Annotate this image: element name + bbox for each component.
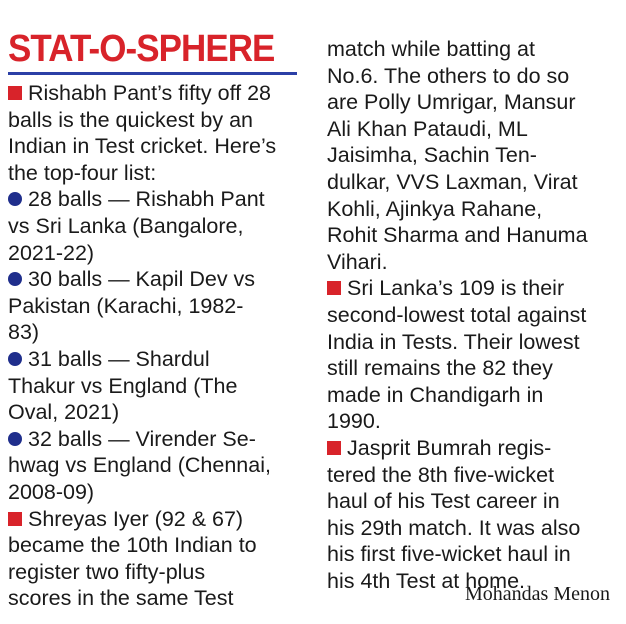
bullet-dot-icon — [8, 272, 22, 286]
text-line — [8, 186, 306, 213]
line-text: scores in the same Test — [8, 586, 234, 611]
line-text: 28 balls — Rishabh Pant — [28, 187, 265, 212]
text-line — [327, 142, 622, 169]
line-text: 31 balls — Shardul — [28, 346, 210, 371]
bullet-dot-icon — [8, 192, 22, 206]
text-line — [8, 452, 306, 479]
text-line — [327, 408, 622, 435]
left-text — [8, 80, 306, 612]
line-text: second-lowest total against — [327, 302, 587, 327]
line-text: Sri Lanka’s 109 is their — [347, 276, 565, 301]
right-column — [327, 0, 622, 594]
line-text: became the 10th Indian to — [8, 533, 257, 558]
right-text — [327, 36, 622, 594]
text-line — [327, 302, 622, 329]
bullet-dot-icon — [8, 432, 22, 446]
line-text: Rohit Sharma and Hanuma — [327, 223, 588, 248]
text-line — [327, 196, 622, 223]
text-line — [8, 479, 306, 506]
line-text: Rishabh Pant’s fifty off 28 — [28, 81, 272, 105]
text-line — [8, 346, 306, 373]
text-line — [8, 293, 306, 320]
text-line — [8, 319, 306, 346]
line-text: 2021-22) — [8, 240, 95, 265]
text-line — [327, 355, 622, 382]
text-line — [327, 36, 622, 63]
text-line — [8, 240, 306, 267]
text-line — [327, 541, 622, 568]
line-text: vs Sri Lanka (Bangalore, — [8, 213, 244, 238]
line-text: his 4th Test at home. — [327, 568, 525, 593]
line-text: the top-four list: — [8, 160, 157, 185]
line-text: 83) — [8, 320, 40, 345]
line-text: Kohli, Ajinkya Rahane, — [327, 196, 543, 221]
text-line — [327, 462, 622, 489]
line-text: Vihari. — [327, 249, 388, 274]
line-text: made in Chandigarh in — [327, 382, 544, 407]
line-text: India in Tests. Their lowest — [327, 329, 580, 354]
bullet-square-icon — [327, 441, 341, 455]
line-text: tered the 8th five-wicket — [327, 462, 555, 487]
line-text: still remains the 82 they — [327, 356, 553, 381]
text-line — [327, 435, 622, 462]
line-text: his first five-wicket haul in — [327, 542, 571, 567]
text-line — [8, 213, 306, 240]
text-line — [327, 249, 622, 276]
line-text: dulkar, VVS Laxman, Virat — [327, 169, 578, 194]
text-line — [8, 160, 306, 187]
line-text: 1990. — [327, 409, 381, 434]
text-line — [8, 266, 306, 293]
text-line — [327, 63, 622, 90]
left-column — [8, 0, 306, 612]
line-text: 32 balls — Virender Se- — [28, 426, 256, 451]
line-text: haul of his Test career in — [327, 489, 560, 514]
line-text: Jasprit Bumrah regis- — [347, 435, 552, 460]
line-text: his 29th match. It was also — [327, 515, 581, 540]
text-line — [327, 382, 622, 409]
line-text: Thakur vs England (The — [8, 373, 238, 398]
line-text: No.6. The others to do so — [327, 63, 570, 88]
text-line — [327, 89, 622, 116]
line-text: Indian in Test cricket. Here’s — [8, 134, 277, 159]
line-text: Ali Khan Pataudi, ML — [327, 116, 528, 141]
text-line — [8, 373, 306, 400]
text-line — [8, 426, 306, 453]
text-line — [327, 275, 622, 302]
text-line — [8, 506, 306, 533]
text-line — [327, 488, 622, 515]
line-text: balls is the quickest by an — [8, 107, 253, 132]
headline: STAT-O-SPHERE — [8, 28, 275, 70]
bullet-square-icon — [8, 512, 22, 526]
line-text: Shreyas Iyer (92 & 67) — [28, 506, 244, 531]
byline: Mohandas Menon — [465, 583, 610, 605]
line-text: are Polly Umrigar, Mansur — [327, 90, 576, 115]
text-line — [327, 116, 622, 143]
text-line — [8, 399, 306, 426]
text-line — [327, 329, 622, 356]
text-line — [8, 585, 306, 612]
text-line — [8, 559, 306, 586]
text-line — [8, 532, 306, 559]
line-text: register two fifty-plus — [8, 559, 206, 584]
headline-rule — [8, 72, 297, 75]
bullet-square-icon — [8, 86, 22, 100]
text-line — [8, 107, 306, 134]
line-text: Oval, 2021) — [8, 400, 120, 425]
line-text: match while batting at — [327, 37, 535, 61]
line-text: Pakistan (Karachi, 1982- — [8, 293, 244, 318]
text-line — [8, 133, 306, 160]
line-text: 30 balls — Kapil Dev vs — [28, 267, 256, 292]
line-text: 2008-09) — [8, 479, 95, 504]
text-line — [8, 80, 306, 107]
text-line — [327, 169, 622, 196]
text-line — [327, 515, 622, 542]
bullet-square-icon — [327, 281, 341, 295]
text-line — [327, 222, 622, 249]
line-text: hwag vs England (Chennai, — [8, 453, 271, 478]
bullet-dot-icon — [8, 352, 22, 366]
line-text: Jaisimha, Sachin Ten- — [327, 143, 537, 168]
